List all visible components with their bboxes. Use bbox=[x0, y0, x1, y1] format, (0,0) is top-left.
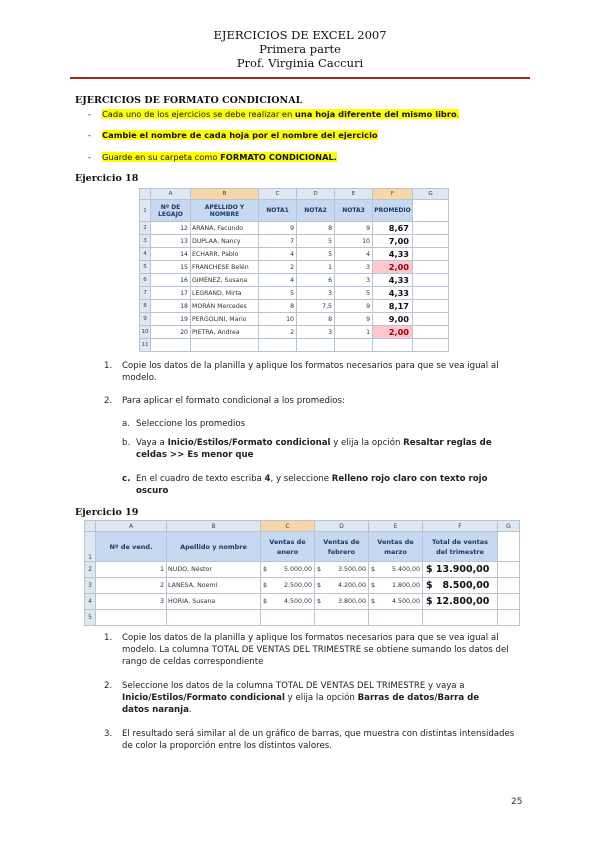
column-header[interactable]: A bbox=[96, 521, 167, 532]
table-row bbox=[140, 313, 449, 326]
cell[interactable] bbox=[413, 326, 449, 339]
cell[interactable]: 19 bbox=[151, 313, 191, 326]
column-header[interactable]: C bbox=[261, 521, 315, 532]
spreadsheet-ex19 bbox=[84, 520, 520, 626]
step-text: Seleccione los datos de la columna TOTAL DE VENTAS DEL TRIMESTRE y vaya a Inicio/Estilos/Formato condicional y elija la opción Barras de datos/Barra de datos naranja. bbox=[122, 681, 480, 715]
cell[interactable]: 2,00 bbox=[373, 261, 413, 274]
column-header[interactable]: E bbox=[369, 521, 423, 532]
cell[interactable]: GIMÉNEZ, Susana bbox=[191, 274, 259, 287]
column-header[interactable]: B bbox=[191, 189, 259, 200]
cell[interactable] bbox=[498, 594, 520, 610]
step-number: 1. bbox=[104, 633, 113, 643]
cell[interactable]: 7,5 bbox=[297, 300, 335, 313]
cell[interactable] bbox=[413, 248, 449, 261]
column-header[interactable]: D bbox=[315, 521, 369, 532]
cell[interactable]: 17 bbox=[151, 287, 191, 300]
table-row bbox=[140, 274, 449, 287]
cell[interactable] bbox=[413, 200, 449, 222]
cell[interactable]: $ 4.500,00 bbox=[261, 594, 315, 610]
exercise-18-title: Ejercicio 18 bbox=[75, 173, 139, 184]
step-text: Copie los datos de la planilla y aplique los formatos necesarios para que se vea igual al modelo. La columna TOTAL DE VENTAS DEL TRIMESTRE se obtiene sumando los datos del rango de celdas correspondiente bbox=[122, 633, 509, 667]
cell[interactable]: LANESA, Noemí bbox=[167, 578, 261, 594]
cell[interactable]: ECHARR, Pablo bbox=[191, 248, 259, 261]
step-text: El resultado será similar al de un gráfico de barras, que muestra con distintas intensidades de color la proporción entre los distintos valores. bbox=[122, 729, 515, 751]
cell[interactable] bbox=[259, 339, 297, 352]
table-row bbox=[140, 235, 449, 248]
cell[interactable]: 2 bbox=[259, 326, 297, 339]
cell[interactable]: 2,00 bbox=[373, 326, 413, 339]
select-all-corner[interactable] bbox=[140, 189, 151, 200]
cell[interactable] bbox=[413, 313, 449, 326]
row-header[interactable]: 9 bbox=[140, 313, 151, 326]
row-header[interactable]: 7 bbox=[140, 287, 151, 300]
cell[interactable]: 3 bbox=[335, 261, 373, 274]
column-header[interactable]: G bbox=[498, 521, 520, 532]
cell[interactable]: 9 bbox=[335, 313, 373, 326]
cell[interactable] bbox=[96, 610, 167, 626]
row-header[interactable]: 2 bbox=[85, 562, 96, 578]
step-text: Copie los datos de la planilla y aplique los formatos necesarios para que se vea igual al modelo. bbox=[122, 361, 499, 383]
cell[interactable]: PIETRA, Andrea bbox=[191, 326, 259, 339]
cell[interactable]: MORÁN Mercedes bbox=[191, 300, 259, 313]
cell[interactable]: 1 bbox=[297, 261, 335, 274]
row-header[interactable]: 3 bbox=[85, 578, 96, 594]
page-number: 25 bbox=[511, 797, 523, 807]
cell[interactable]: 9 bbox=[259, 222, 297, 235]
section-title: EJERCICIOS DE FORMATO CONDICIONAL bbox=[75, 95, 303, 106]
cell[interactable]: 3 bbox=[297, 326, 335, 339]
table-row bbox=[140, 248, 449, 261]
cell[interactable] bbox=[498, 610, 520, 626]
cell[interactable]: 1 bbox=[96, 562, 167, 578]
cell[interactable]: 10 bbox=[335, 235, 373, 248]
row-header[interactable]: 1 bbox=[140, 200, 151, 222]
cell[interactable]: 5 bbox=[259, 287, 297, 300]
table-row bbox=[140, 222, 449, 235]
cell[interactable]: $ 3.800,00 bbox=[315, 594, 369, 610]
cell[interactable]: 3 bbox=[297, 287, 335, 300]
column-header[interactable]: A bbox=[151, 189, 191, 200]
cell[interactable]: 8 bbox=[297, 222, 335, 235]
cell[interactable]: $ 5.000,00 bbox=[261, 562, 315, 578]
row-header[interactable]: 1 bbox=[85, 532, 96, 562]
cell[interactable]: $ 8.500,00 bbox=[423, 578, 498, 594]
cell[interactable]: 4 bbox=[259, 248, 297, 261]
select-all-corner[interactable] bbox=[85, 521, 96, 532]
row-header[interactable]: 8 bbox=[140, 300, 151, 313]
cell[interactable]: 15 bbox=[151, 261, 191, 274]
step-number: 3. bbox=[104, 729, 113, 739]
cell[interactable] bbox=[498, 562, 520, 578]
bullet-item: - Cambie el nombre de cada hoja por el nombre del ejercicio bbox=[88, 130, 378, 140]
cell[interactable] bbox=[369, 610, 423, 626]
cell[interactable] bbox=[297, 339, 335, 352]
cell[interactable]: 13 bbox=[151, 235, 191, 248]
row-header[interactable]: 5 bbox=[85, 610, 96, 626]
column-header[interactable]: B bbox=[167, 521, 261, 532]
row-header[interactable]: 6 bbox=[140, 274, 151, 287]
cell[interactable] bbox=[413, 235, 449, 248]
column-header-row bbox=[85, 521, 520, 532]
cell[interactable] bbox=[413, 339, 449, 352]
column-header-row bbox=[140, 189, 449, 200]
header-cell[interactable]: PROMEDIO bbox=[373, 200, 413, 222]
row-header[interactable]: 11 bbox=[140, 339, 151, 352]
table-row bbox=[85, 610, 520, 626]
header-rule bbox=[70, 77, 530, 79]
cell[interactable]: 9 bbox=[335, 222, 373, 235]
row-header[interactable]: 10 bbox=[140, 326, 151, 339]
cell[interactable]: 7,00 bbox=[373, 235, 413, 248]
cell[interactable]: 20 bbox=[151, 326, 191, 339]
cell[interactable]: 8,67 bbox=[373, 222, 413, 235]
table-header-row bbox=[140, 200, 449, 222]
row-header[interactable]: 4 bbox=[85, 594, 96, 610]
header-cell[interactable]: NOTA1 bbox=[259, 200, 297, 222]
table-row bbox=[85, 562, 520, 578]
cell[interactable]: 2 bbox=[96, 578, 167, 594]
table-row bbox=[85, 594, 520, 610]
table-row bbox=[140, 300, 449, 313]
header-cell[interactable]: APELLIDO Y NOMBRE bbox=[191, 200, 259, 222]
cell[interactable]: PERGOLINI, Mario bbox=[191, 313, 259, 326]
cell[interactable] bbox=[261, 610, 315, 626]
cell[interactable]: LEGRAND, Mirta bbox=[191, 287, 259, 300]
substep-letter: b. bbox=[122, 438, 131, 448]
header-cell[interactable]: Apellido y nombre bbox=[167, 532, 261, 562]
cell[interactable] bbox=[413, 261, 449, 274]
cell[interactable]: 8 bbox=[259, 300, 297, 313]
cell[interactable]: 5 bbox=[297, 248, 335, 261]
cell[interactable]: 2 bbox=[259, 261, 297, 274]
step-number: 2. bbox=[104, 396, 113, 406]
cell[interactable]: $ 4.500,00 bbox=[369, 594, 423, 610]
header-cell[interactable]: NOTA3 bbox=[335, 200, 373, 222]
cell[interactable]: 9,00 bbox=[373, 313, 413, 326]
table-row bbox=[140, 261, 449, 274]
cell[interactable] bbox=[498, 532, 520, 562]
cell[interactable]: 8 bbox=[297, 313, 335, 326]
header-cell[interactable]: Total de ventas del trimestre bbox=[423, 532, 498, 562]
cell[interactable] bbox=[423, 610, 498, 626]
cell[interactable]: 7 bbox=[259, 235, 297, 248]
cell[interactable]: 10 bbox=[259, 313, 297, 326]
cell[interactable]: $ 4.200,00 bbox=[315, 578, 369, 594]
cell[interactable]: DUPLAA, Nancy bbox=[191, 235, 259, 248]
cell[interactable]: 4 bbox=[335, 248, 373, 261]
cell[interactable]: 4,33 bbox=[373, 287, 413, 300]
column-header[interactable]: E bbox=[335, 189, 373, 200]
cell[interactable]: $ 3.500,00 bbox=[315, 562, 369, 578]
cell[interactable] bbox=[315, 610, 369, 626]
cell[interactable]: 12 bbox=[151, 222, 191, 235]
cell[interactable] bbox=[413, 222, 449, 235]
cell[interactable]: 8,17 bbox=[373, 300, 413, 313]
cell[interactable]: NUDO, Néstor bbox=[167, 562, 261, 578]
document-author: Prof. Virginia Caccuri bbox=[236, 56, 364, 70]
cell[interactable]: 1 bbox=[335, 326, 373, 339]
cell[interactable]: $ 2.500,00 bbox=[261, 578, 315, 594]
cell[interactable]: 16 bbox=[151, 274, 191, 287]
cell[interactable] bbox=[151, 339, 191, 352]
cell[interactable]: HORIA, Susana bbox=[167, 594, 261, 610]
cell[interactable]: 4,33 bbox=[373, 248, 413, 261]
substep-text: Seleccione los promedios bbox=[136, 419, 246, 429]
cell[interactable] bbox=[191, 339, 259, 352]
table-row bbox=[140, 339, 449, 352]
header-cell[interactable]: Nº DE LEGAJO bbox=[151, 200, 191, 222]
row-header[interactable]: 3 bbox=[140, 235, 151, 248]
cell[interactable]: 5 bbox=[297, 235, 335, 248]
cell[interactable]: $ 5.400,00 bbox=[369, 562, 423, 578]
header-cell[interactable]: Ventas de febrero bbox=[315, 532, 369, 562]
cell[interactable]: 18 bbox=[151, 300, 191, 313]
column-header[interactable]: F bbox=[373, 189, 413, 200]
cell[interactable] bbox=[413, 287, 449, 300]
header-cell[interactable]: Ventas de enero bbox=[261, 532, 315, 562]
cell[interactable] bbox=[413, 300, 449, 313]
cell[interactable]: 3 bbox=[335, 274, 373, 287]
substep-text: Vaya a Inicio/Estilos/Formato condicional y elija la opción Resaltar reglas de celdas >> Es menor que bbox=[136, 438, 492, 460]
cell[interactable]: 5 bbox=[335, 287, 373, 300]
document-title: EJERCICIOS DE EXCEL 2007 bbox=[213, 28, 387, 42]
bullet-item: - Guarde en su carpeta como FORMATO CONDICIONAL. bbox=[88, 152, 337, 162]
cell[interactable]: 9 bbox=[335, 300, 373, 313]
substep-letter: c. bbox=[122, 474, 131, 484]
column-header[interactable]: C bbox=[259, 189, 297, 200]
document-subtitle: Primera parte bbox=[259, 42, 341, 56]
row-header[interactable]: 5 bbox=[140, 261, 151, 274]
cell[interactable]: $ 13.900,00 bbox=[423, 562, 498, 578]
row-header[interactable]: 4 bbox=[140, 248, 151, 261]
cell[interactable]: 3 bbox=[96, 594, 167, 610]
spreadsheet-ex18 bbox=[139, 188, 449, 352]
step-number: 1. bbox=[104, 361, 113, 371]
cell[interactable]: 6 bbox=[297, 274, 335, 287]
table-row bbox=[140, 287, 449, 300]
column-header[interactable]: G bbox=[413, 189, 449, 200]
column-header[interactable]: D bbox=[297, 189, 335, 200]
column-header[interactable]: F bbox=[423, 521, 498, 532]
step-number: 2. bbox=[104, 681, 113, 691]
cell[interactable] bbox=[413, 274, 449, 287]
step-text: Para aplicar el formato condicional a los promedios: bbox=[122, 396, 345, 406]
substep-text: En el cuadro de texto escriba 4, y seleccione Relleno rojo claro con texto rojo oscuro bbox=[136, 474, 488, 496]
cell[interactable]: $ 1.800,00 bbox=[369, 578, 423, 594]
header-cell[interactable]: NOTA2 bbox=[297, 200, 335, 222]
cell[interactable] bbox=[498, 578, 520, 594]
table-row bbox=[140, 326, 449, 339]
bullet-item: - Cada uno de los ejercicios se debe realizar en una hoja diferente del mismo libro. bbox=[88, 109, 460, 119]
substep-letter: a. bbox=[122, 419, 130, 429]
cell[interactable]: $ 12.800,00 bbox=[423, 594, 498, 610]
cell[interactable] bbox=[167, 610, 261, 626]
cell[interactable] bbox=[373, 339, 413, 352]
table-header-row bbox=[85, 532, 520, 562]
cell[interactable]: 14 bbox=[151, 248, 191, 261]
cell[interactable] bbox=[335, 339, 373, 352]
cell[interactable]: 4 bbox=[259, 274, 297, 287]
cell[interactable]: ARANA, Facundo bbox=[191, 222, 259, 235]
cell[interactable]: 4,33 bbox=[373, 274, 413, 287]
cell[interactable]: FRANCHESE Belén bbox=[191, 261, 259, 274]
row-header[interactable]: 2 bbox=[140, 222, 151, 235]
header-cell[interactable]: Nº de vend. bbox=[96, 532, 167, 562]
header-cell[interactable]: Ventas de marzo bbox=[369, 532, 423, 562]
exercise-19-title: Ejercicio 19 bbox=[75, 507, 139, 518]
table-row bbox=[85, 578, 520, 594]
